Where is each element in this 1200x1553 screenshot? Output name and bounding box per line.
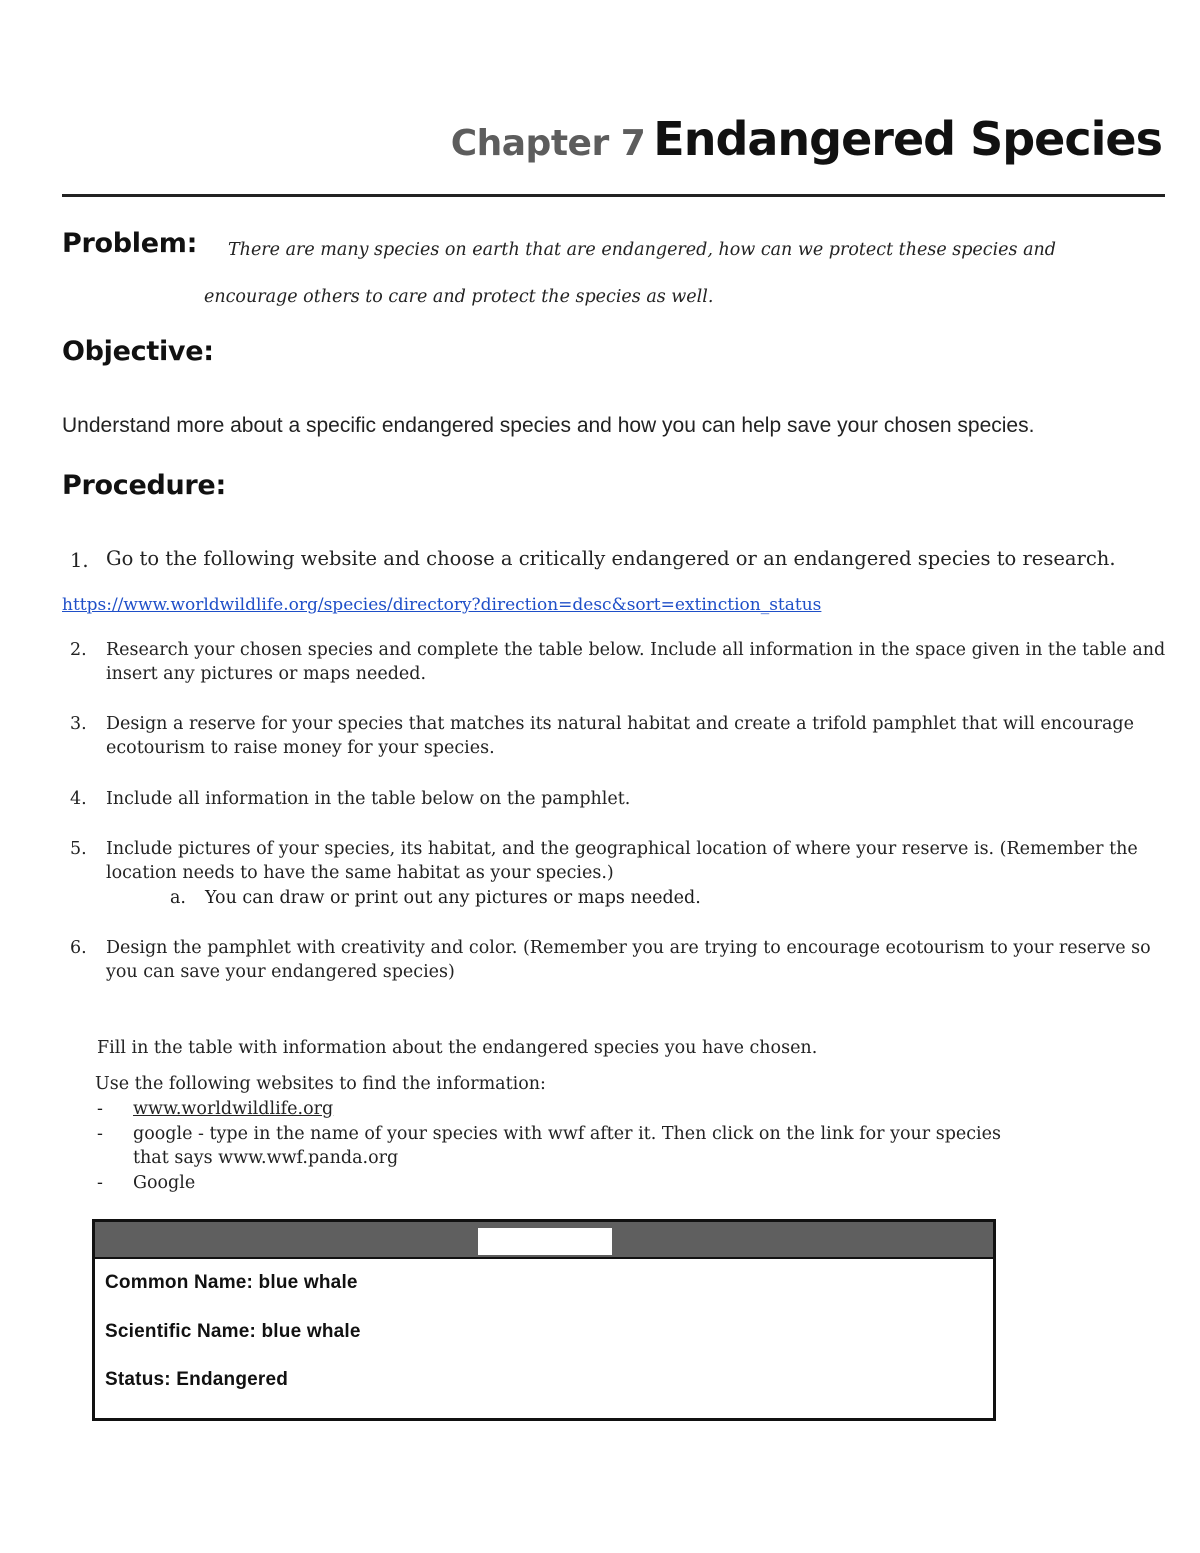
bullet-dash: - — [97, 1099, 103, 1119]
google-item: Google — [133, 1173, 196, 1193]
step-text: Include all information in the table below on the pamphlet. — [106, 789, 631, 809]
table-header-blank-box — [478, 1228, 612, 1255]
bullet-dash: - — [97, 1173, 103, 1193]
step-number: 3. — [70, 714, 87, 734]
step-number: 1. — [70, 549, 89, 572]
step-text: Research your chosen species and complete the table below. Include all information in the space given in the table and insert any pictures or maps needed. — [106, 640, 1166, 684]
sub-item-text: You can draw or print out any pictures or maps needed. — [205, 888, 701, 908]
species-info-table — [92, 1219, 996, 1421]
sub-item-letter: a. — [170, 888, 186, 908]
step-text: Design a reserve for your species that matches its natural habitat and create a trifold pamphlet that will encourage ecotourism to raise money for your species. — [106, 714, 1134, 758]
page-title — [451, 112, 1162, 166]
step-text: Include pictures of your species, its habitat, and the geographical location of where your reserve is. (Remember the location needs to have the same habitat as your species.) — [106, 839, 1138, 883]
objective-heading: Objective: — [62, 336, 214, 367]
step-number: 2. — [70, 640, 87, 660]
title-text: Endangered Species — [653, 112, 1162, 166]
step-number: 5. — [70, 839, 87, 859]
status-field: Status: Endangered — [105, 1369, 289, 1390]
table-header-bar — [95, 1222, 993, 1259]
wwf-directory-link[interactable]: https://www.worldwildlife.org/species/directory?direction=desc&sort=extinction_status — [62, 595, 822, 615]
fill-instructions: Fill in the table with information about the endangered species you have chosen. — [97, 1038, 818, 1058]
google-instruction: google - type in the name of your species with wwf after it. Then click on the link for your species that says www.wwf.panda.org — [133, 1124, 1001, 1168]
worldwildlife-link[interactable]: www.worldwildlife.org — [133, 1099, 334, 1119]
step-number: 4. — [70, 789, 87, 809]
procedure-heading: Procedure: — [62, 470, 226, 501]
step-text: Go to the following website and choose a critically endangered or an endangered species to research. — [106, 547, 1116, 570]
chapter-label: Chapter 7 — [450, 123, 646, 164]
objective-text: Understand more about a specific endangered species and how you can help save your chosen species. — [62, 414, 1035, 437]
websites-intro: Use the following websites to find the information: — [95, 1074, 546, 1094]
scientific-name-field: Scientific Name: blue whale — [105, 1321, 361, 1342]
step-text: Design the pamphlet with creativity and color. (Remember you are trying to encourage ecotourism to your reserve so you can save your endangered species) — [106, 938, 1151, 982]
bullet-dash: - — [97, 1124, 103, 1144]
problem-heading: Problem: — [62, 228, 198, 259]
problem-text-line2: encourage others to care and protect the species as well. — [204, 287, 714, 307]
title-divider — [62, 194, 1165, 197]
common-name-field: Common Name: blue whale — [105, 1272, 358, 1293]
problem-text-line1: There are many species on earth that are endangered, how can we protect these species and — [228, 240, 1056, 260]
step-number: 6. — [70, 938, 87, 958]
